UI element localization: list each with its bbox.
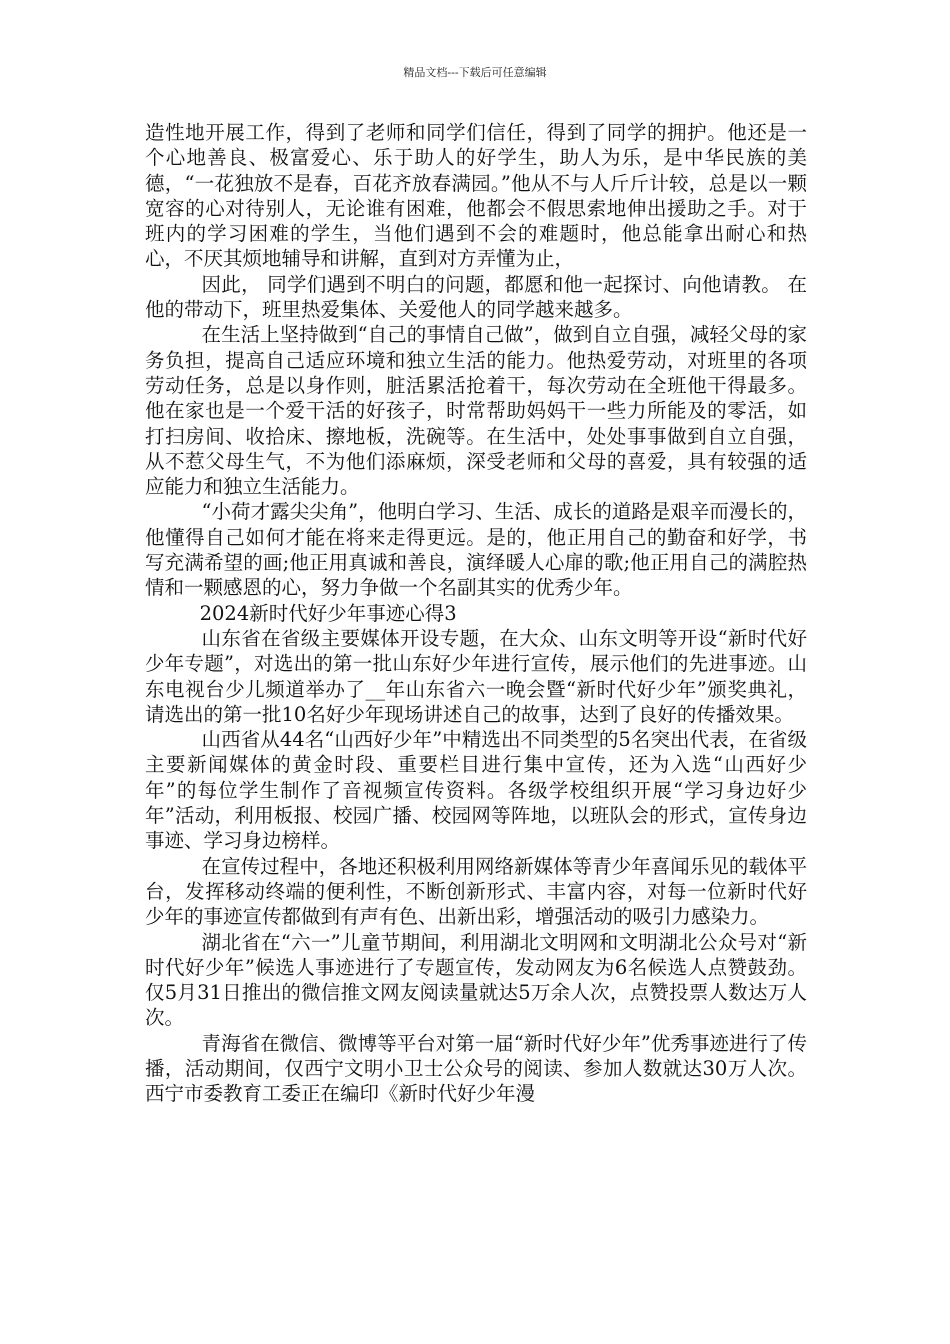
paragraph: 湖北省在“六一”儿童节期间，利用湖北文明网和文明湖北公众号对“新时代好少年”候选人事迹进行了专题宣传，发动网友为6名候选人点赞鼓劲。仅5月31日推出的微信推文网友阅读量就达5万余人次，点赞投票人数达万人次。 bbox=[145, 930, 807, 1030]
paragraph: 青海省在微信、微博等平台对第一届“新时代好少年”优秀事迹进行了传播，活动期间，仅西宁文明小卫士公众号的阅读、参加人数就达30万人次。西宁市委教育工委正在编印《新时代好少年漫 bbox=[145, 1031, 807, 1106]
section-heading: 2024新时代好少年事迹心得3 bbox=[199, 601, 457, 625]
paragraph: 山东省在省级主要媒体开设专题，在大众、山东文明等开设“新时代好少年专题”，对选出的第一批山东好少年进行宣传，展示他们的先进事迹。山东电视台少儿频道举办了__年山东省六一晚会暨“新时代好少年”颁奖典礼，请选出的第一批10名好少年现场讲述自己的故事，达到了良好的传播效果。 bbox=[145, 626, 807, 726]
document-body bbox=[145, 120, 807, 1107]
paragraph: 山西省从44名“山西好少年”中精选出不同类型的5名突出代表，在省级主要新闻媒体的黄金时段、重要栏目进行集中宣传，还为入选“山西好少年”的每位学生制作了音视频宣传资料。各级学校组织开展“学习身边好少年”活动，利用板报、校园广播、校园网等阵地，以班队会的形式，宣传身边事迹、学习身边榜样。 bbox=[145, 728, 807, 853]
page-header: 精品文档---下载后可任意编辑 bbox=[403, 66, 547, 79]
paragraph: 造性地开展工作，得到了老师和同学们信任，得到了同学的拥护。他还是一个心地善良、极富爱心、乐于助人的好学生，助人为乐，是中华民族的美德，“一花独放不是春，百花齐放春满园。”他从不与人斤斤计较，总是以一颗宽容的心对待别人，无论谁有困难，他都会不假思索地伸出援助之手。对于班内的学习困难的学生，当他们遇到不会的难题时，他总能拿出耐心和热心，不厌其烦地辅导和讲解，直到对方弄懂为止， bbox=[145, 121, 807, 271]
paragraph: 在宣传过程中，各地还积极利用网络新媒体等青少年喜闻乐见的载体平台，发挥移动终端的便利性，不断创新形式、丰富内容，对每一位新时代好少年的事迹宣传都做到有声有色、出新出彩，增强活动的吸引力感染力。 bbox=[145, 854, 807, 929]
paragraph: 因此， 同学们遇到不明白的问题，都愿和他一起探讨、向他请教。 在他的带动下，班里热爱集体、关爱他人的同学越来越多。 bbox=[145, 272, 807, 322]
paragraph: 在生活上坚持做到“自己的事情自己做”，做到自立自强，减轻父母的家务负担，提高自己适应环境和独立生活的能力。他热爱劳动，对班里的各项劳动任务，总是以身作则，脏活累活抢着干，每次劳动在全班他干得最多。他在家也是一个爱干活的好孩子，时常帮助妈妈干一些力所能及的零活，如打扫房间、收拾床、擦地板，洗碗等。在生活中，处处事事做到自立自强，从不惹父母生气，不为他们添麻烦，深受老师和父母的喜爱，具有较强的适应能力和独立生活能力。 bbox=[145, 323, 807, 499]
paragraph: “小荷才露尖尖角”，他明白学习、生活、成长的道路是艰辛而漫长的，他懂得自己如何才能在将来走得更远。是的，他正用自己的勤奋和好学，书写充满希望的画;他正用真诚和善良，演绎暖人心扉的歌;他正用自己的满腔热情和一颗感恩的心，努力争做一个名副其实的优秀少年。 bbox=[145, 500, 807, 600]
